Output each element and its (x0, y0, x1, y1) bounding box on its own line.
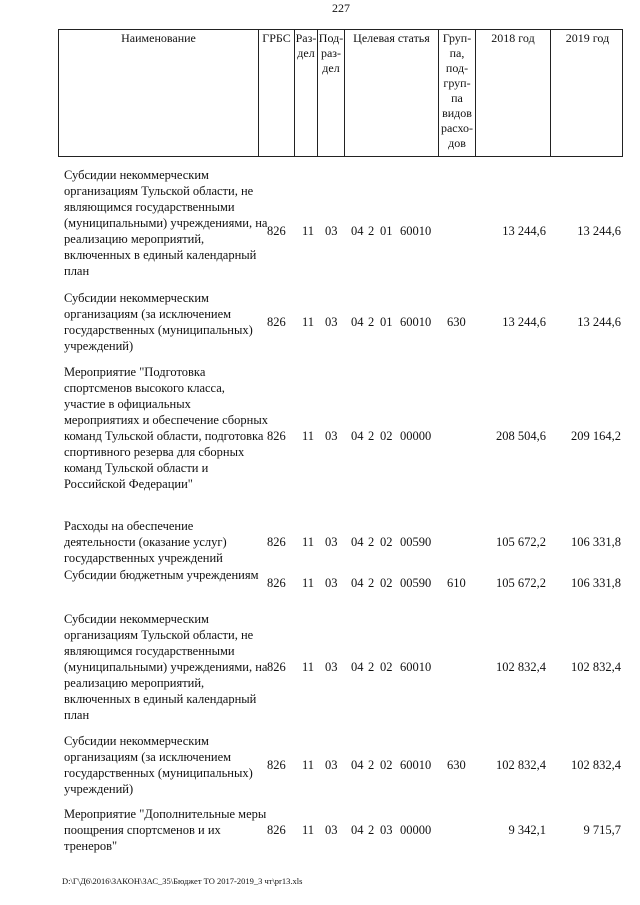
row-2018-value: 13 244,6 (502, 224, 546, 238)
row-target-event: 02 (380, 429, 393, 443)
row-target-code: 00590 (400, 576, 432, 590)
row-target-event: 02 (380, 576, 393, 590)
row-target-code: 60010 (400, 315, 432, 329)
row-razdel: 11 (302, 576, 315, 590)
row-target-code: 00590 (400, 535, 432, 549)
row-podrazdel: 03 (325, 758, 338, 772)
row-target-program: 04 (351, 224, 364, 238)
row-2018-value: 9 342,1 (508, 823, 546, 837)
row-razdel: 11 (302, 224, 315, 238)
row-target-code: 60010 (400, 224, 432, 238)
row-target-event: 01 (380, 315, 393, 329)
row-razdel: 11 (302, 660, 315, 674)
row-2018-value: 105 672,2 (496, 576, 546, 590)
row-2019-value: 209 164,2 (571, 429, 621, 443)
file-path-footer: D:\Г\Д6\2016\ЗАКОН\ЗАС_35\Бюджет ТО 2017-2019_3 чт\pr13.xls (62, 876, 303, 886)
row-grbs: 826 (267, 823, 286, 837)
row-podrazdel: 03 (325, 576, 338, 590)
row-2019-value: 13 244,6 (577, 315, 621, 329)
row-2018-value: 208 504,6 (496, 429, 546, 443)
row-razdel: 11 (302, 535, 315, 549)
row-target-code: 60010 (400, 660, 432, 674)
row-podrazdel: 03 (325, 535, 338, 549)
row-name: Расходы на обеспечение деятельности (оказание услуг) государственных учреждений (64, 519, 227, 565)
row-podrazdel: 03 (325, 660, 338, 674)
header-name: Наименование (121, 31, 196, 45)
row-name: Субсидии некоммерческим организациям Тульской области, не являющимся государственными (муниципальными) учреждениями, на реализацию мероприятий, включенных в единый календарный план (64, 168, 268, 278)
header-podrazdel: Под- раз- дел (317, 30, 344, 156)
row-target-program: 04 (351, 660, 364, 674)
row-name: Субсидии некоммерческим организациям Тульской области, не являющимся государственными (муниципальными) учреждениями, на реализацию мероприятий, включенных в единый календарный план (64, 612, 268, 722)
row-name: Субсидии бюджетным учреждениям (64, 568, 259, 582)
row-target-sub: 2 (368, 315, 375, 329)
row-name: Мероприятие "Подготовка спортсменов высокого класса, участие в официальных мероприятиях и обеспечение сборных команд Тульской области, подготовка спортивного резерва для сборных команд Тульской области и Российской Федерации" (64, 365, 268, 491)
row-target-event: 02 (380, 660, 393, 674)
row-razdel: 11 (302, 758, 315, 772)
row-2019-value: 9 715,7 (583, 823, 621, 837)
row-grbs: 826 (267, 315, 286, 329)
header-target: Целевая статья (344, 30, 438, 156)
row-name: Субсидии некоммерческим организациям (за исключением государственных (муниципальных) учреждений) (64, 291, 253, 353)
row-name: Мероприятие "Дополнительные меры поощрения спортсменов и их тренеров" (64, 807, 267, 853)
row-target-sub: 2 (368, 758, 375, 772)
row-target-code: 60010 (400, 758, 432, 772)
row-target-event: 02 (380, 535, 393, 549)
row-target-program: 04 (351, 758, 364, 772)
header-razdel: Раз- дел (294, 30, 317, 156)
row-target-event: 03 (380, 823, 393, 837)
row-2018-value: 102 832,4 (496, 660, 546, 674)
row-razdel: 11 (302, 429, 315, 443)
row-podrazdel: 03 (325, 224, 338, 238)
row-target-event: 01 (380, 224, 393, 238)
row-2019-value: 102 832,4 (571, 660, 621, 674)
header-grbs: ГРБС (258, 30, 294, 156)
row-2019-value: 13 244,6 (577, 224, 621, 238)
row-2019-value: 106 331,8 (571, 576, 621, 590)
row-target-program: 04 (351, 535, 364, 549)
row-grbs: 826 (267, 576, 286, 590)
row-target-event: 02 (380, 758, 393, 772)
row-grbs: 826 (267, 429, 286, 443)
row-group: 610 (447, 576, 466, 590)
table-header (58, 29, 623, 157)
row-target-program: 04 (351, 576, 364, 590)
row-2018-value: 105 672,2 (496, 535, 546, 549)
header-2019: 2019 год (550, 30, 624, 156)
page-number: 227 (332, 1, 350, 15)
row-group: 630 (447, 758, 466, 772)
row-grbs: 826 (267, 535, 286, 549)
row-grbs: 826 (267, 758, 286, 772)
row-target-sub: 2 (368, 576, 375, 590)
row-razdel: 11 (302, 315, 315, 329)
row-2018-value: 13 244,6 (502, 315, 546, 329)
row-razdel: 11 (302, 823, 315, 837)
row-podrazdel: 03 (325, 823, 338, 837)
header-2018: 2018 год (475, 30, 550, 156)
row-target-program: 04 (351, 315, 364, 329)
row-2018-value: 102 832,4 (496, 758, 546, 772)
row-2019-value: 102 832,4 (571, 758, 621, 772)
row-target-code: 00000 (400, 429, 432, 443)
row-grbs: 826 (267, 224, 286, 238)
row-name: Субсидии некоммерческим организациям (за исключением государственных (муниципальных) учреждений) (64, 734, 253, 796)
row-target-sub: 2 (368, 224, 375, 238)
row-target-code: 00000 (400, 823, 432, 837)
row-podrazdel: 03 (325, 315, 338, 329)
row-target-sub: 2 (368, 823, 375, 837)
row-group: 630 (447, 315, 466, 329)
row-target-sub: 2 (368, 429, 375, 443)
header-group: Груп- па, под- груп- па видов расхо- дов (438, 30, 475, 156)
row-target-program: 04 (351, 429, 364, 443)
row-podrazdel: 03 (325, 429, 338, 443)
row-target-sub: 2 (368, 535, 375, 549)
row-2019-value: 106 331,8 (571, 535, 621, 549)
row-target-sub: 2 (368, 660, 375, 674)
row-grbs: 826 (267, 660, 286, 674)
row-target-program: 04 (351, 823, 364, 837)
